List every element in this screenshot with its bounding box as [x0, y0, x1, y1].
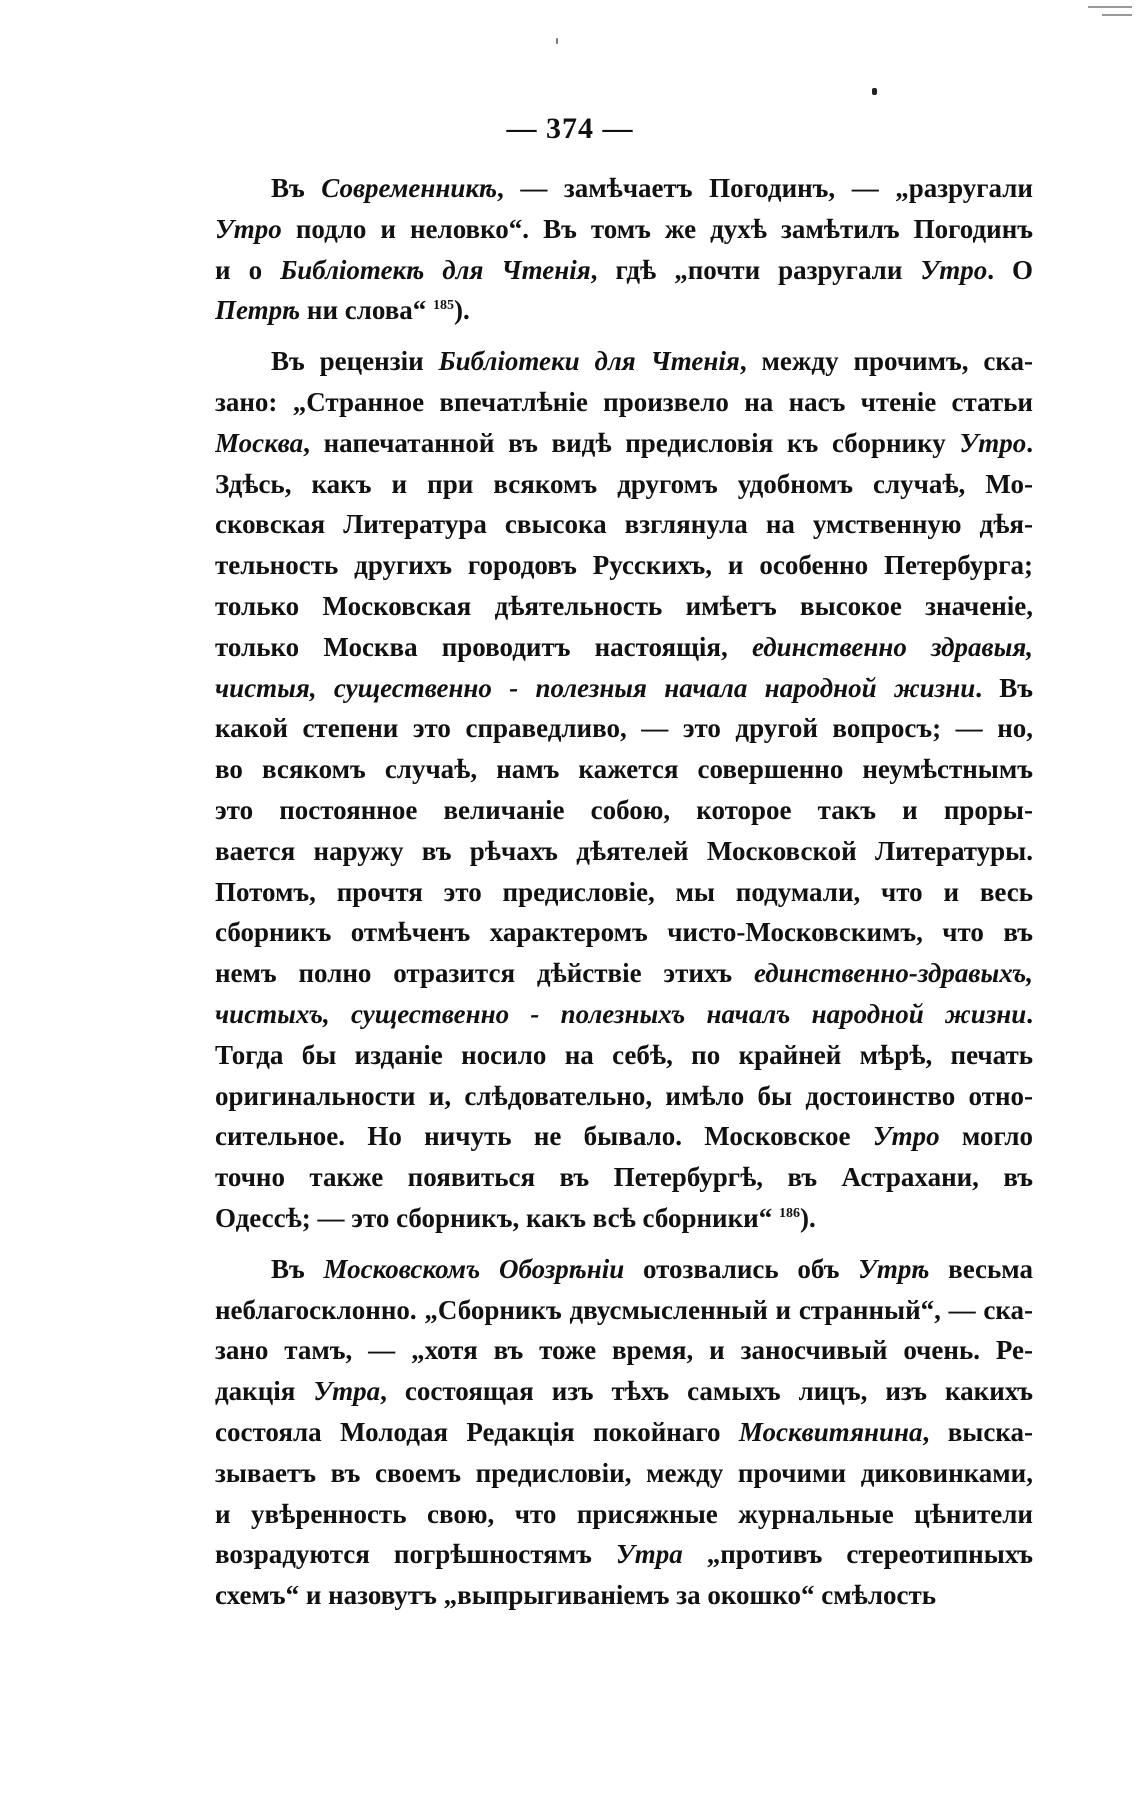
- ink-speck: [872, 88, 877, 95]
- text-line: Потомъ, прочтя это предисловіе, мы подумали, что и весь: [215, 876, 1033, 907]
- ink-speck: [556, 38, 558, 44]
- text-line: какой степени это справедливо, — это другой вопросъ; — но,: [215, 713, 1033, 744]
- text-line: неблагосклонно. „Сборникъ двусмысленный и странный“, — ска-: [215, 1294, 1033, 1325]
- text-line: сборникъ отмѣченъ характеромъ чисто-Московскимъ, что въ: [215, 917, 1033, 948]
- paragraph: [215, 1249, 1033, 1616]
- text-line: точно также появиться въ Петербургѣ, въ Астрахани, въ: [215, 1162, 1033, 1193]
- text-line: только Москва проводитъ настоящія, единственно здравыя,: [215, 631, 1033, 662]
- text-line: Въ Московскомъ Обозрѣніи отозвались объ Утрѣ весьма: [271, 1253, 1033, 1284]
- text-line: Въ Современникѣ, — замѣчаетъ Погодинъ, — „разругали: [271, 173, 1033, 203]
- text-line: чистыя, существенно - полезныя начала народной жизни. Въ: [215, 672, 1033, 703]
- text-line: Здѣсь, какъ и при всякомъ другомъ удобномъ случаѣ, Мо-: [215, 468, 1033, 499]
- text-line: это постоянное величаніе собою, которое такъ и проры-: [215, 794, 1033, 825]
- text-line: сковская Литература свысока взглянула на умственную дѣя-: [215, 509, 1033, 540]
- text-line: во всякомъ случаѣ, намъ кажется совершенно неумѣстнымъ: [215, 754, 1033, 785]
- scan-edge-mark: [1088, 6, 1132, 8]
- text-line: зано тамъ, — „хотя въ тоже время, и заносчивый очень. Ре-: [215, 1335, 1033, 1366]
- text-line: Утро подло и неловко“. Въ томъ же духѣ замѣтилъ Погодинъ: [215, 213, 1033, 244]
- page-number: — 374 —: [506, 112, 634, 145]
- text-line: чистыхъ, существенно - полезныхъ началъ народной жизни.: [215, 998, 1033, 1029]
- text-line: Тогда бы изданіе носило на себѣ, по крайней мѣрѣ, печать: [215, 1039, 1033, 1070]
- text-line: зано: „Странное впечатлѣніе произвело на насъ чтеніе статьи: [215, 386, 1033, 417]
- paragraph: [215, 341, 1033, 1239]
- text-line: Одессѣ; — это сборникъ, какъ всѣ сборники“ $^{186}$).: [215, 1202, 816, 1233]
- text-line: схемъ“ и назовутъ „выпрыгиваніемъ за окошко“ смѣлость: [215, 1580, 937, 1611]
- body-text: [215, 168, 1033, 1616]
- text-line: возрадуются погрѣшностямъ Утра „противъ стереотипныхъ: [215, 1539, 1033, 1570]
- text-line: тельность другихъ городовъ Русскихъ, и особенно Петербурга;: [215, 550, 1033, 581]
- text-line: Петрѣ ни слова“ $^{185}$).: [215, 295, 470, 326]
- text-line: Москва, напечатанной въ видѣ предисловія къ сборнику Утро.: [215, 427, 1033, 458]
- text-line: только Московская дѣятельность имѣетъ высокое значеніе,: [215, 590, 1033, 621]
- paragraph: [215, 168, 1033, 331]
- text-line: Въ рецензіи Библіотеки для Чтенія, между прочимъ, ска-: [271, 346, 1033, 377]
- text-line: зываетъ въ своемъ предисловіи, между прочими диковинками,: [215, 1457, 1033, 1488]
- text-line: состояла Молодая Редакція покойнаго Москвитянина, выска-: [215, 1416, 1033, 1447]
- text-line: вается наружу въ рѣчахъ дѣятелей Московской Литературы.: [215, 835, 1033, 866]
- text-line: и увѣренность свою, что присяжные журнальные цѣнители: [215, 1498, 1033, 1529]
- text-line: оригинальности и, слѣдовательно, имѣло бы достоинство отно-: [215, 1080, 1033, 1111]
- text-line: дакція Утра, состоящая изъ тѣхъ самыхъ лицъ, изъ какихъ: [215, 1376, 1033, 1407]
- text-line: и о Библіотекѣ для Чтенія, гдѣ „почти разругали Утро. О: [215, 254, 1033, 285]
- text-line: немъ полно отразится дѣйствіе этихъ единственно-здравыхъ,: [215, 958, 1033, 989]
- text-line: сительное. Но ничуть не бывало. Московское Утро могло: [215, 1121, 1033, 1152]
- scan-edge-mark: [1102, 14, 1132, 16]
